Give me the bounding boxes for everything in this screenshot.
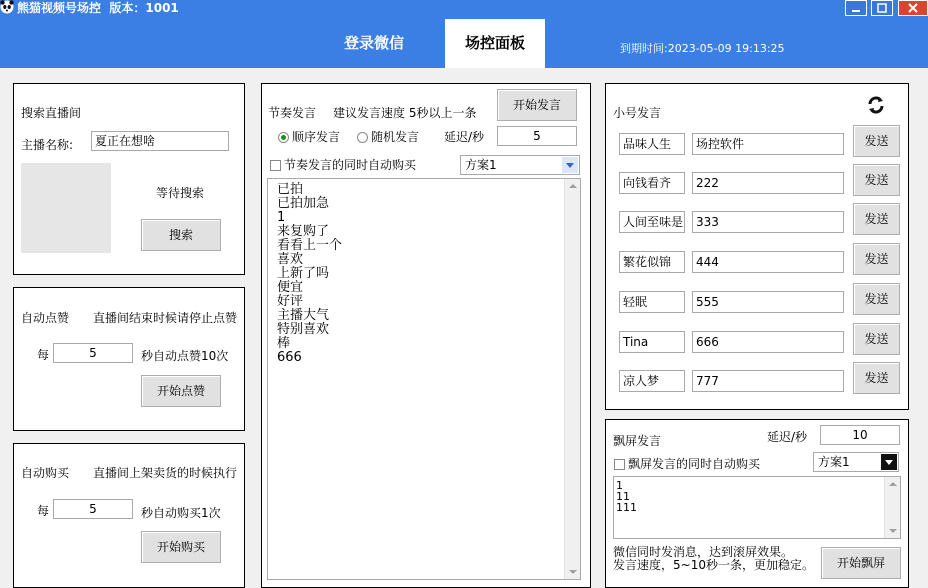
account-name-input[interactable]: 繁花似锦: [619, 251, 685, 273]
start-like-button[interactable]: 开始点赞: [141, 375, 221, 407]
auto-buy-title: 自动购买: [21, 466, 70, 480]
rhythm-message-line: 看看上一个: [277, 238, 343, 253]
account-name-input[interactable]: 品味人生: [619, 133, 685, 155]
minimize-button[interactable]: [845, 0, 867, 16]
rhythm-message-line: 已拍加急: [277, 196, 330, 211]
mode-random-radio[interactable]: [357, 128, 419, 145]
rhythm-message-line: 来复购了: [277, 224, 330, 239]
panda-logo-icon: [0, 0, 14, 14]
app-name: 熊猫视频号场控: [17, 1, 102, 15]
tab-login-wechat[interactable]: 登录微信: [343, 34, 404, 52]
rhythm-message-line: 好评: [277, 294, 304, 309]
rhythm-message-line: 666: [277, 350, 302, 365]
anchor-name-input[interactable]: 夏正在想啥: [91, 131, 229, 151]
radio-unchecked-icon: [357, 132, 368, 143]
rhythm-message-line: 喜欢: [277, 252, 304, 267]
account-message-input[interactable]: 777: [692, 370, 844, 392]
flood-delay-input[interactable]: 10: [820, 425, 900, 445]
account-send-button[interactable]: 发送: [853, 164, 900, 196]
search-status: 等待搜索: [156, 186, 205, 200]
flood-note-2: 发言速度，5~10秒一条，更加稳定。: [613, 558, 814, 572]
rhythm-hint: 建议发言速度 5秒以上一条: [333, 106, 477, 120]
account-message-input[interactable]: 222: [692, 172, 844, 194]
app-version: 版本：1001: [109, 1, 179, 15]
rhythm-plan-select[interactable]: [460, 155, 580, 175]
account-name-input[interactable]: 轻眠: [619, 291, 685, 313]
auto-like-interval-input[interactable]: 5: [53, 343, 133, 363]
search-button[interactable]: 搜索: [141, 219, 221, 251]
expire-time: 到期时间:2023-05-09 19:13:25: [620, 42, 785, 55]
tab-control-panel[interactable]: 场控面板: [445, 19, 545, 68]
scroll-down-icon: [569, 570, 577, 574]
close-icon: [899, 1, 927, 15]
account-message-input[interactable]: 555: [692, 291, 844, 313]
account-name-input[interactable]: 向钱看齐: [619, 172, 685, 194]
auto-like-note: 直播间结束时候请停止点赞: [93, 311, 238, 325]
start-buy-button[interactable]: 开始购买: [141, 531, 221, 563]
rhythm-messages-list: [277, 183, 342, 365]
app-title: [0, 0, 179, 16]
rhythm-title: 节奏发言: [268, 106, 317, 120]
flood-plan-value: 方案1: [818, 455, 850, 469]
chevron-down-icon: [881, 454, 897, 470]
rhythm-message-line: 便宜: [277, 280, 304, 295]
account-name-input[interactable]: 人间至味是: [619, 211, 685, 233]
radio-checked-icon: [278, 132, 289, 143]
rhythm-messages-textarea[interactable]: [267, 178, 581, 580]
rhythm-plan-value: 方案1: [465, 158, 497, 172]
account-send-button[interactable]: 发送: [853, 243, 900, 275]
flood-plan-select[interactable]: [813, 452, 899, 472]
maximize-button[interactable]: [871, 0, 893, 16]
scroll-up-icon: [889, 482, 897, 486]
close-button[interactable]: [898, 0, 928, 16]
start-speak-button[interactable]: 开始发言: [497, 89, 577, 121]
flood-message-line: 11: [616, 490, 630, 503]
rhythm-message-line: 主播大气: [277, 308, 330, 323]
chevron-down-icon: [562, 157, 578, 173]
auto-like-title: 自动点赞: [21, 311, 70, 325]
account-send-button[interactable]: 发送: [853, 203, 900, 235]
account-send-button[interactable]: 发送: [853, 362, 900, 394]
anchor-name-label: 主播名称:: [21, 138, 74, 152]
auto-buy-note: 直播间上架卖货的时候执行: [93, 466, 238, 480]
mode-random-label: 随机发言: [371, 130, 420, 144]
rhythm-auto-buy-checkbox[interactable]: [270, 156, 416, 173]
rhythm-message-line: 特别喜欢: [277, 322, 330, 337]
flood-messages-textarea[interactable]: [613, 476, 901, 539]
account-send-button[interactable]: 发送: [853, 125, 900, 157]
mode-sequential-label: 顺序发言: [292, 130, 341, 144]
flood-delay-label: 延迟/秒: [767, 430, 808, 444]
auto-like-every-label: 每: [37, 348, 50, 362]
rhythm-delay-label: 延迟/秒: [444, 130, 485, 144]
rhythm-delay-input[interactable]: 5: [497, 126, 577, 146]
flood-message-line: 111: [616, 501, 637, 514]
account-name-input[interactable]: 凉人梦: [619, 370, 685, 392]
rhythm-message-line: 棒: [277, 336, 291, 351]
flood-messages-list: [616, 480, 637, 513]
minimize-icon: [846, 1, 866, 15]
account-name-input[interactable]: Tina: [619, 331, 685, 353]
maximize-icon: [872, 1, 892, 15]
flood-title: 飘屏发言: [613, 434, 662, 448]
rhythm-auto-buy-label: 节奏发言的同时自动购买: [284, 158, 417, 172]
account-message-input[interactable]: 444: [692, 251, 844, 273]
flood-note-1: 微信同时发消息，达到滚屏效果。: [613, 545, 794, 559]
mode-sequential-radio[interactable]: [278, 128, 340, 145]
account-message-input[interactable]: 333: [692, 211, 844, 233]
search-panel-title: 搜索直播间: [21, 106, 82, 120]
auto-buy-every-label: 每: [37, 504, 50, 518]
account-message-input[interactable]: 666: [692, 331, 844, 353]
start-flood-button[interactable]: 开始飘屏: [821, 547, 901, 579]
scroll-down-icon: [889, 529, 897, 533]
rhythm-message-line: 上新了吗: [277, 266, 330, 281]
flood-auto-buy-label: 飘屏发言的同时自动购买: [628, 457, 761, 471]
auto-buy-unit: 秒自动购买1次: [141, 506, 221, 520]
flood-scrollbar[interactable]: [884, 477, 900, 538]
flood-message-line: 1: [616, 479, 623, 492]
scroll-up-icon: [569, 184, 577, 188]
rhythm-scrollbar[interactable]: [564, 179, 580, 579]
auto-buy-interval-input[interactable]: 5: [53, 499, 133, 519]
auto-like-unit: 秒自动点赞10次: [141, 349, 229, 363]
account-send-button[interactable]: 发送: [853, 323, 900, 355]
rhythm-message-line: 已拍: [277, 182, 304, 197]
flood-auto-buy-checkbox[interactable]: [614, 455, 760, 472]
accounts-title: 小号发言: [613, 106, 662, 120]
anchor-avatar: [21, 163, 111, 253]
rhythm-message-line: 1: [277, 210, 286, 225]
checkbox-icon: [270, 160, 281, 171]
refresh-icon[interactable]: [866, 95, 886, 115]
checkbox-icon: [614, 459, 625, 470]
account-message-input[interactable]: 场控软件: [692, 133, 844, 155]
account-send-button[interactable]: 发送: [853, 283, 900, 315]
